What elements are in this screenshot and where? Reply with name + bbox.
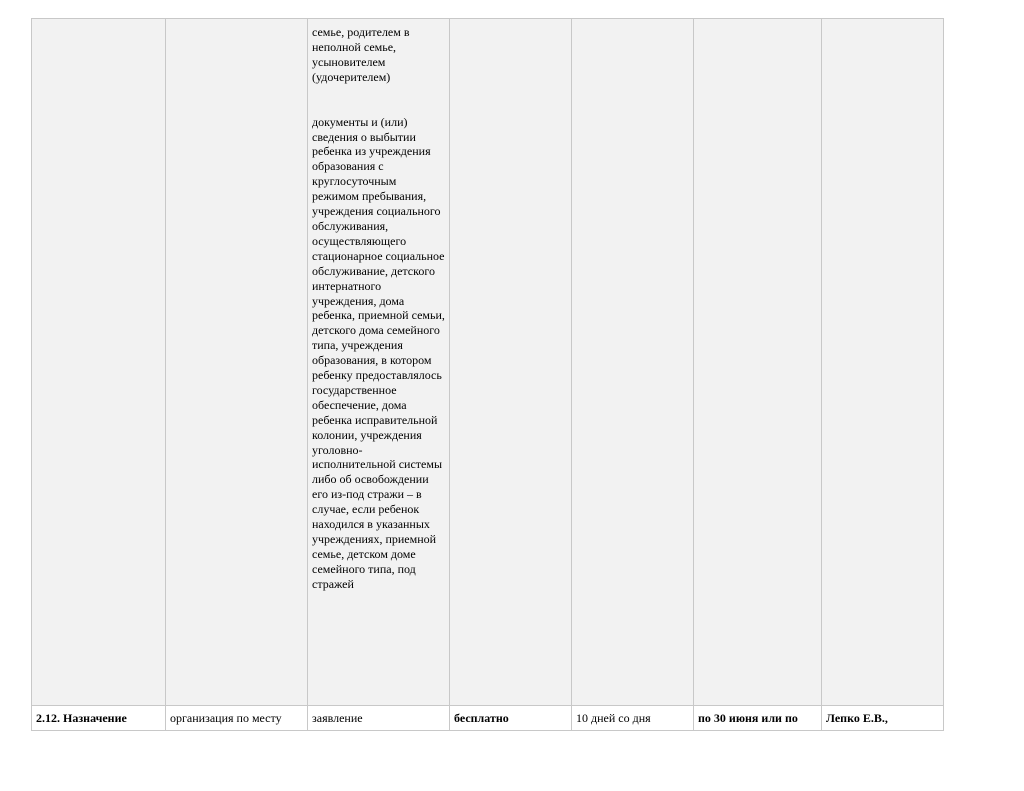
cell-documents xyxy=(308,19,450,706)
cell-fee xyxy=(450,19,572,706)
cell-validity xyxy=(694,19,822,706)
table-row xyxy=(32,706,944,731)
cell-authority xyxy=(166,19,308,706)
table-row-continued xyxy=(32,19,944,706)
cell-procedure xyxy=(32,19,166,706)
documents-paragraph-2: документы и (или) сведения о выбытии ребенка из учреждения образования с круглосуточным режимом пребывания, учреждения социального обслуживания, осуществляющего стационарное социальное обслуживание, детского интернатного учреждения, дома ребенка, приемной семьи, детского дома семейного типа, учреждения образования, в котором ребенку предоставлялось государственное обеспечение, дома ребенка исправительной колонии, учреждения уголовно-исполнительной системы либо об освобождении его из-под стражи – в случае, если ребенок находился в указанных учреждениях, приемной семье, детском доме семейного типа, под стражей xyxy=(312,114,445,591)
cell-authority: организация по месту xyxy=(166,706,308,731)
cell-term: 10 дней со дня xyxy=(572,706,694,731)
cell-validity: по 30 июня или по xyxy=(694,706,822,731)
cell-term xyxy=(572,19,694,706)
cell-responsible: Лепко Е.В., xyxy=(822,706,944,731)
procedures-table xyxy=(31,18,944,731)
cell-responsible xyxy=(822,19,944,706)
documents-paragraph-1: семье, родителем в неполной семье, усыновителем (удочерителем) xyxy=(312,25,410,84)
cell-procedure: 2.12. Назначение xyxy=(32,706,166,731)
cell-fee: бесплатно xyxy=(450,706,572,731)
paragraph-gap xyxy=(312,85,445,115)
cell-documents: заявление xyxy=(308,706,450,731)
